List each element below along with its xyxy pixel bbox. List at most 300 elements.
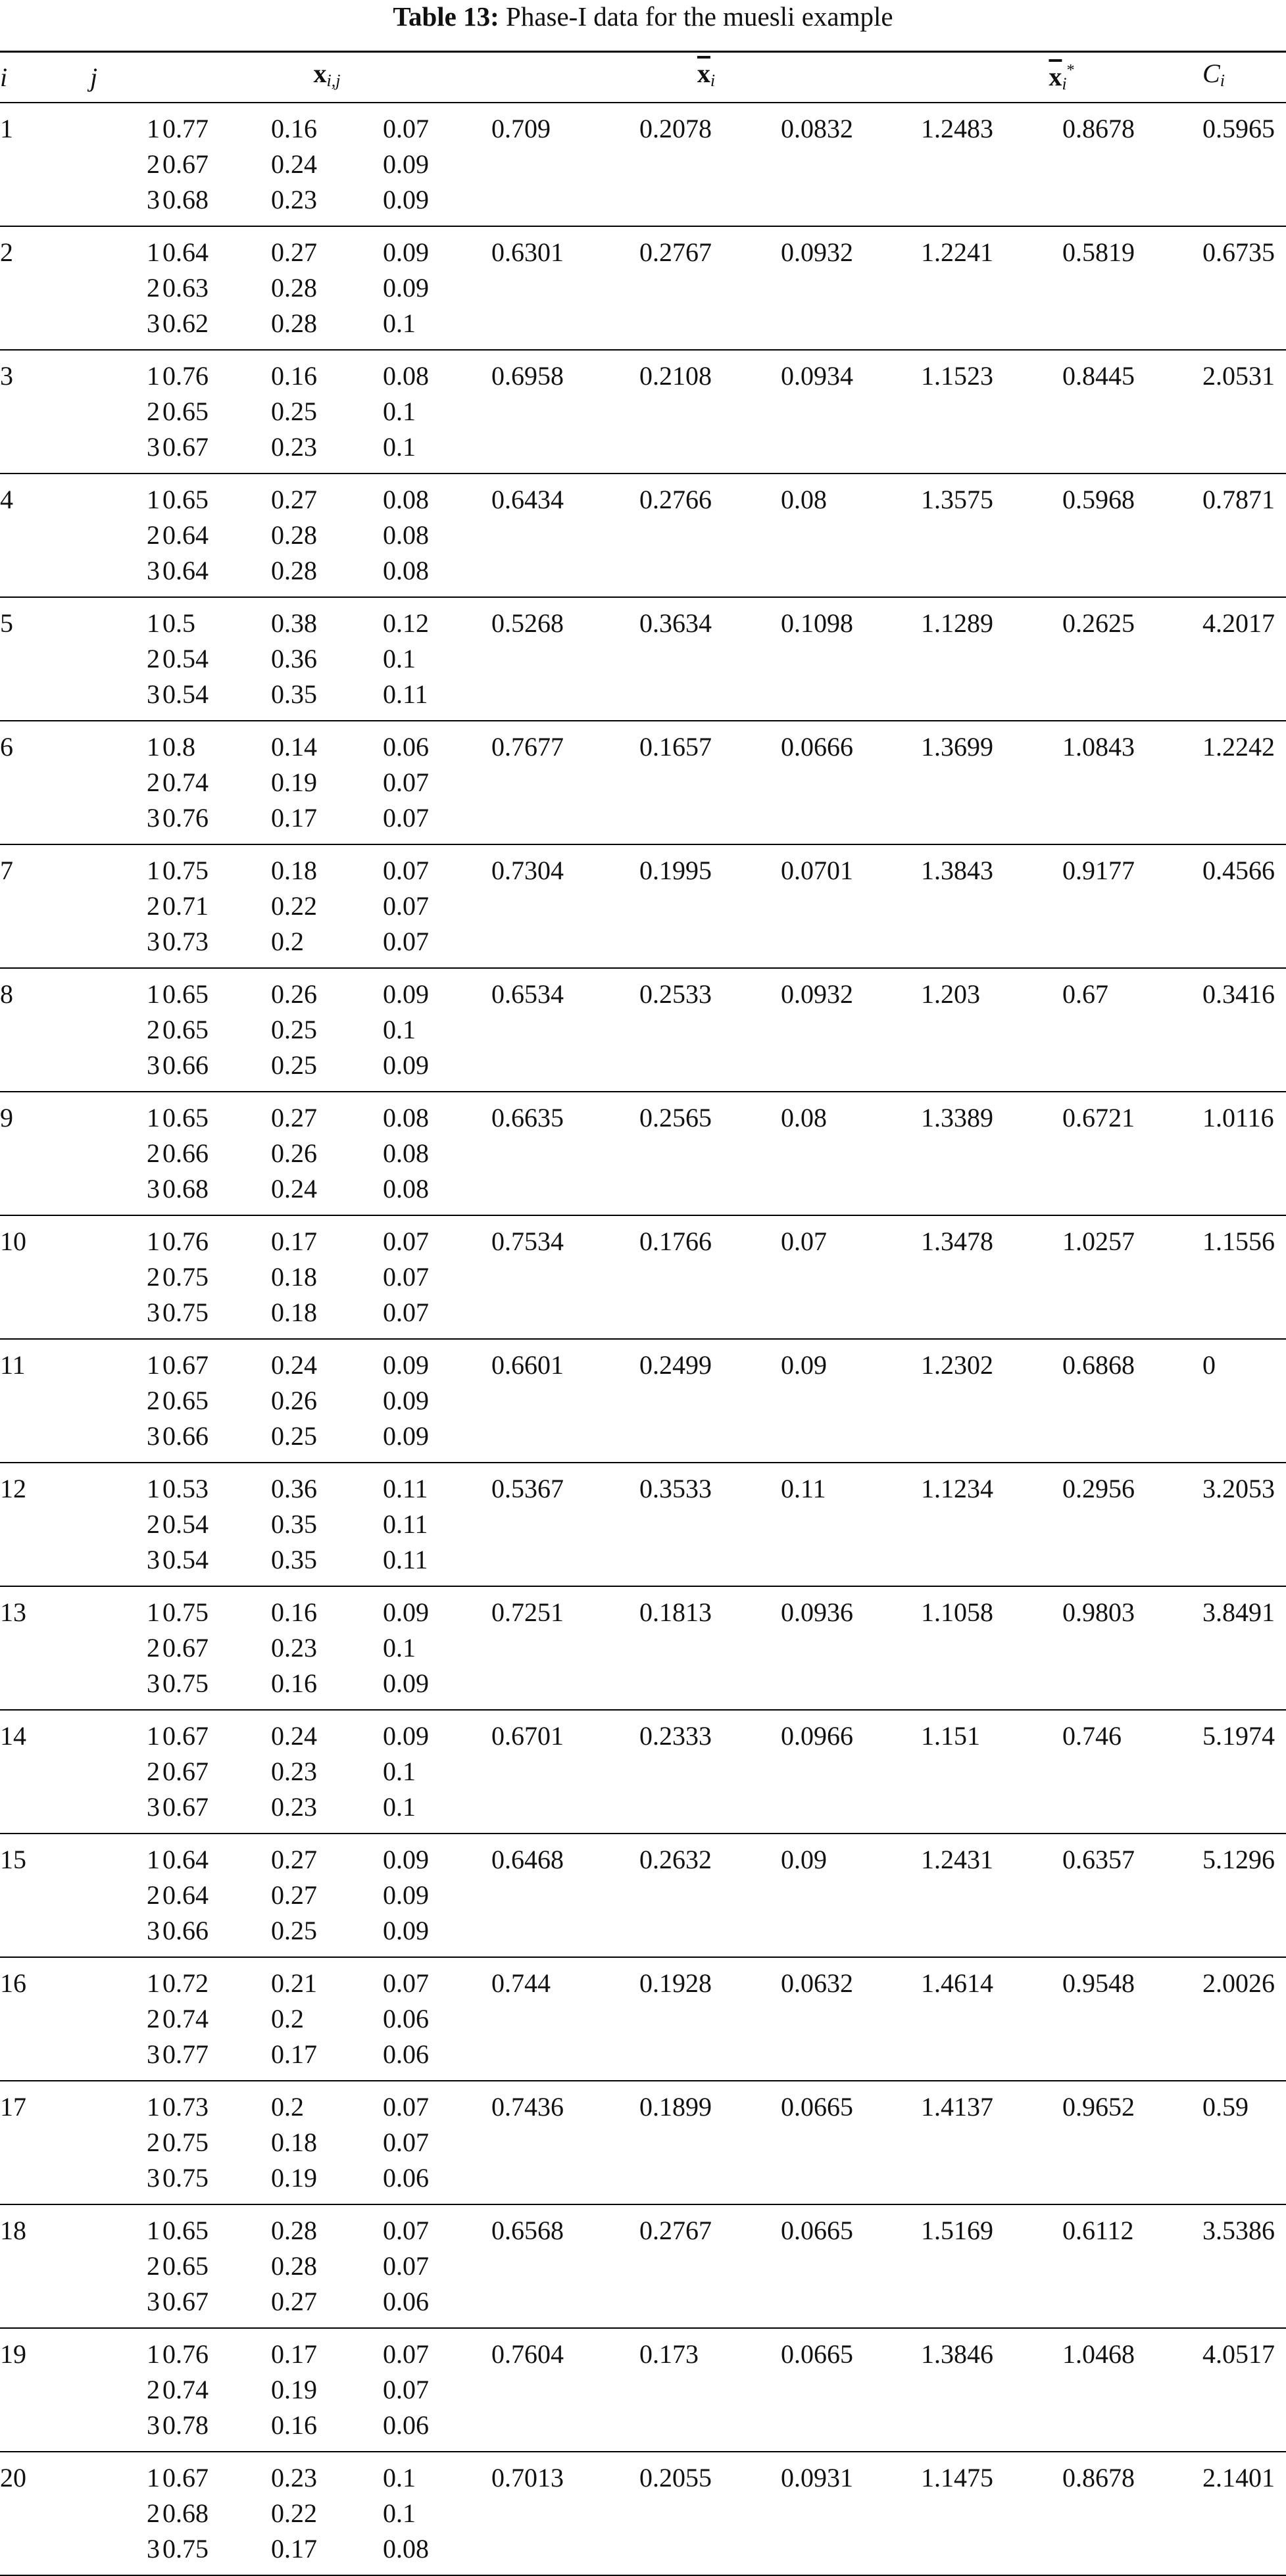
cell-x3: 0.07 [383, 856, 429, 885]
cell-xstar1: 1.2241 [921, 237, 994, 267]
table-row-group-2 [0, 226, 1286, 350]
cell-xstar2: 0.67 [1062, 979, 1109, 1009]
cell-x1: 0.75 [162, 1262, 209, 1292]
cell-j: 3 [147, 1421, 160, 1451]
cell-j: 3 [147, 1792, 160, 1822]
cell-xbar1: 0.7251 [491, 1597, 564, 1627]
cell-j: 1 [147, 856, 160, 885]
cell-xbar1: 0.6601 [491, 1350, 564, 1380]
cell-xstar1: 1.3478 [921, 1227, 994, 1256]
cell-x1: 0.73 [162, 2092, 209, 2122]
cell-xbar2: 0.2333 [639, 1721, 712, 1751]
cell-xbar1: 0.6468 [491, 1845, 564, 1874]
cell-x2: 0.19 [271, 767, 317, 797]
cell-x2: 0.18 [271, 2127, 317, 2157]
cell-c: 3.2053 [1202, 1474, 1275, 1503]
cell-xbar3: 0.11 [781, 1474, 826, 1503]
cell-xbar1: 0.6534 [491, 979, 564, 1009]
cell-x3: 0.09 [383, 149, 429, 179]
cell-xstar1: 1.1523 [921, 361, 994, 391]
table-row [0, 641, 1286, 677]
cell-x1: 0.64 [162, 1845, 209, 1874]
table-row [0, 1383, 1286, 1419]
table-row [0, 182, 1286, 226]
cell-xstar2: 0.6868 [1062, 1350, 1135, 1380]
cell-j: 2 [147, 1633, 160, 1663]
cell-x1: 0.66 [162, 1916, 209, 1945]
cell-xstar1: 1.1058 [921, 1597, 994, 1627]
cell-c: 0.5965 [1202, 114, 1275, 143]
cell-x1: 0.65 [162, 1103, 209, 1132]
cell-x2: 0.14 [271, 732, 317, 762]
cell-j: 2 [147, 767, 160, 797]
cell-x1: 0.66 [162, 1421, 209, 1451]
cell-x2: 0.28 [271, 2216, 317, 2245]
cell-x1: 0.65 [162, 485, 209, 514]
table-row [0, 2125, 1286, 2160]
cell-x3: 0.09 [383, 1668, 429, 1698]
cell-x1: 0.65 [162, 397, 209, 426]
cell-xbar2: 0.2565 [639, 1103, 712, 1132]
cell-x1: 0.54 [162, 679, 209, 709]
cell-x3: 0.06 [383, 2039, 429, 2069]
cell-x3: 0.08 [383, 1138, 429, 1168]
cell-xbar3: 0.0966 [781, 1721, 854, 1751]
table-row [0, 721, 1286, 765]
cell-j: 1 [147, 1968, 160, 1998]
cell-xbar3: 0.0666 [781, 732, 854, 762]
cell-xbar3: 0.07 [781, 1227, 828, 1256]
cell-xstar1: 1.2431 [921, 1845, 994, 1874]
cell-i: 13 [0, 1597, 26, 1627]
table-row [0, 2284, 1286, 2328]
cell-xbar3: 0.0665 [781, 2216, 854, 2245]
cell-x3: 0.12 [383, 608, 429, 638]
cell-x3: 0.08 [383, 2534, 429, 2564]
cell-x1: 0.75 [162, 856, 209, 885]
cell-j: 1 [147, 361, 160, 391]
table-row [0, 350, 1286, 394]
table-row [0, 2328, 1286, 2372]
table-row [0, 1630, 1286, 1666]
cell-x3: 0.07 [383, 927, 429, 956]
cell-xstar1: 1.3575 [921, 485, 994, 514]
table-row-group-13 [0, 1586, 1286, 1710]
cell-c: 1.1556 [1202, 1227, 1275, 1256]
cell-i: 12 [0, 1474, 26, 1503]
cell-j: 3 [147, 2287, 160, 2316]
cell-x1: 0.75 [162, 2127, 209, 2157]
cell-x1: 0.71 [162, 891, 209, 921]
cell-x3: 0.07 [383, 1298, 429, 1327]
cell-xbar1: 0.6568 [491, 2216, 564, 2245]
cell-i: 4 [0, 485, 13, 514]
cell-x2: 0.26 [271, 979, 317, 1009]
cell-xbar1: 0.7436 [491, 2092, 564, 2122]
table-row [0, 1295, 1286, 1339]
cell-x1: 0.65 [162, 2251, 209, 2281]
cell-j: 2 [147, 2251, 160, 2281]
cell-x1: 0.74 [162, 767, 209, 797]
table-row [0, 1215, 1286, 1259]
cell-x3: 0.1 [383, 1633, 416, 1663]
cell-x2: 0.16 [271, 1597, 317, 1627]
cell-x2: 0.27 [271, 1845, 317, 1874]
cell-j: 1 [147, 608, 160, 638]
cell-xstar2: 0.8678 [1062, 114, 1135, 143]
cell-j: 2 [147, 273, 160, 303]
cell-xbar3: 0.0931 [781, 2463, 854, 2492]
cell-x3: 0.06 [383, 2287, 429, 2316]
cell-xstar2: 0.746 [1062, 1721, 1122, 1751]
table-row-group-17 [0, 2081, 1286, 2204]
cell-j: 1 [147, 1474, 160, 1503]
cell-j: 3 [147, 679, 160, 709]
cell-x2: 0.28 [271, 520, 317, 550]
cell-x3: 0.1 [383, 644, 416, 673]
cell-xstar2: 0.2956 [1062, 1474, 1135, 1503]
cell-x2: 0.25 [271, 1421, 317, 1451]
cell-j: 1 [147, 1721, 160, 1751]
cell-x1: 0.77 [162, 114, 209, 143]
cell-x2: 0.19 [271, 2163, 317, 2193]
cell-xbar2: 0.1995 [639, 856, 712, 885]
cell-xstar1: 1.3699 [921, 732, 994, 762]
cell-x1: 0.67 [162, 1633, 209, 1663]
table-row [0, 429, 1286, 474]
table-row [0, 1666, 1286, 1710]
cell-xbar3: 0.09 [781, 1350, 828, 1380]
cell-xstar1: 1.4137 [921, 2092, 994, 2122]
cell-j: 2 [147, 1138, 160, 1168]
cell-j: 3 [147, 2410, 160, 2440]
header-x-ij: $x_{i,j}$ [313, 59, 341, 90]
cell-j: 3 [147, 803, 160, 833]
cell-x2: 0.25 [271, 1015, 317, 1044]
cell-xbar1: 0.6701 [491, 1721, 564, 1751]
cell-x2: 0.2 [271, 2092, 304, 2122]
cell-j: 1 [147, 732, 160, 762]
cell-x3: 0.07 [383, 1227, 429, 1256]
table-row [0, 1754, 1286, 1789]
cell-xbar1: 0.7013 [491, 2463, 564, 2492]
table-row-group-9 [0, 1092, 1286, 1215]
cell-j: 3 [147, 432, 160, 462]
cell-xstar1: 1.203 [921, 979, 981, 1009]
cell-j: 1 [147, 2463, 160, 2492]
cell-x1: 0.78 [162, 2410, 209, 2440]
cell-c: 5.1296 [1202, 1845, 1275, 1874]
cell-xstar2: 0.2625 [1062, 608, 1135, 638]
table-row [0, 924, 1286, 968]
cell-x2: 0.24 [271, 1174, 317, 1203]
cell-xstar2: 0.9177 [1062, 856, 1135, 885]
cell-xbar1: 0.5268 [491, 608, 564, 638]
cell-x1: 0.76 [162, 2339, 209, 2369]
cell-c: 4.0517 [1202, 2339, 1275, 2369]
cell-c: 3.8491 [1202, 1597, 1275, 1627]
cell-x2: 0.17 [271, 1227, 317, 1256]
phase-one-data-table [0, 51, 1286, 2576]
cell-x2: 0.28 [271, 2251, 317, 2281]
cell-x1: 0.76 [162, 803, 209, 833]
table-row [0, 1012, 1286, 1048]
cell-x3: 0.09 [383, 1421, 429, 1451]
table-caption-text: Phase-I data for the muesli example [506, 1, 893, 32]
cell-x2: 0.35 [271, 1545, 317, 1574]
cell-c: 1.0116 [1202, 1103, 1274, 1132]
cell-x1: 0.68 [162, 1174, 209, 1203]
cell-x1: 0.64 [162, 556, 209, 585]
cell-xbar3: 0.0665 [781, 2339, 854, 2369]
cell-j: 1 [147, 114, 160, 143]
cell-x1: 0.67 [162, 2463, 209, 2492]
cell-j: 3 [147, 2534, 160, 2564]
cell-xbar3: 0.0632 [781, 1968, 854, 1998]
cell-j: 1 [147, 2092, 160, 2122]
cell-j: 3 [147, 2039, 160, 2069]
cell-xbar3: 0.0832 [781, 114, 854, 143]
cell-j: 3 [147, 1545, 160, 1574]
cell-xbar1: 0.6635 [491, 1103, 564, 1132]
cell-i: 17 [0, 2092, 26, 2122]
table-row [0, 147, 1286, 182]
cell-j: 2 [147, 149, 160, 179]
cell-x3: 0.09 [383, 1386, 429, 1415]
cell-x3: 0.07 [383, 2251, 429, 2281]
cell-x1: 0.73 [162, 927, 209, 956]
cell-j: 2 [147, 2498, 160, 2528]
cell-xbar1: 0.6301 [491, 237, 564, 267]
table-header [0, 52, 1286, 103]
cell-xbar2: 0.2767 [639, 237, 712, 267]
cell-x2: 0.23 [271, 1757, 317, 1786]
table-row [0, 103, 1286, 147]
cell-x3: 0.06 [383, 2410, 429, 2440]
cell-xbar3: 0.0936 [781, 1597, 854, 1627]
cell-x1: 0.67 [162, 149, 209, 179]
cell-x1: 0.65 [162, 979, 209, 1009]
table-row [0, 2372, 1286, 2408]
table-row-group-5 [0, 597, 1286, 721]
cell-x3: 0.06 [383, 732, 429, 762]
cell-x2: 0.35 [271, 1509, 317, 1539]
cell-xbar3: 0.0932 [781, 979, 854, 1009]
cell-j: 3 [147, 308, 160, 338]
cell-j: 2 [147, 2375, 160, 2404]
table-row [0, 2037, 1286, 2081]
cell-x3: 0.11 [383, 679, 428, 709]
cell-j: 1 [147, 1597, 160, 1627]
cell-j: 1 [147, 485, 160, 514]
cell-x1: 0.64 [162, 237, 209, 267]
cell-j: 1 [147, 1350, 160, 1380]
cell-xbar1: 0.6958 [491, 361, 564, 391]
table-row [0, 2452, 1286, 2496]
header-c-i: $C_i$ [1202, 59, 1225, 90]
cell-x3: 0.1 [383, 397, 416, 426]
cell-x3: 0.06 [383, 2163, 429, 2193]
cell-c: 1.2242 [1202, 732, 1275, 762]
cell-x1: 0.64 [162, 1880, 209, 1910]
cell-x3: 0.09 [383, 273, 429, 303]
cell-i: 8 [0, 979, 13, 1009]
cell-i: 5 [0, 608, 13, 638]
cell-x3: 0.1 [383, 1792, 416, 1822]
table-row-group-3 [0, 350, 1286, 474]
cell-x2: 0.36 [271, 644, 317, 673]
header-xbar-star-i: $\overline{x}_i^*$ [1049, 62, 1075, 93]
cell-x1: 0.54 [162, 644, 209, 673]
cell-j: 1 [147, 1227, 160, 1256]
table-row [0, 2001, 1286, 2037]
cell-xstar2: 1.0843 [1062, 732, 1135, 762]
cell-xbar3: 0.0932 [781, 237, 854, 267]
cell-xstar2: 0.6721 [1062, 1103, 1135, 1132]
cell-x2: 0.27 [271, 1880, 317, 1910]
cell-x3: 0.09 [383, 1350, 429, 1380]
table-row-group-16 [0, 1957, 1286, 2081]
cell-xstar1: 1.1475 [921, 2463, 994, 2492]
table-row [0, 844, 1286, 888]
cell-i: 18 [0, 2216, 26, 2245]
cell-x2: 0.17 [271, 2534, 317, 2564]
cell-xbar2: 0.2499 [639, 1350, 712, 1380]
cell-j: 1 [147, 1103, 160, 1132]
table-row-group-11 [0, 1339, 1286, 1463]
cell-x3: 0.08 [383, 520, 429, 550]
cell-xstar1: 1.4614 [921, 1968, 994, 1998]
cell-x1: 0.77 [162, 2039, 209, 2069]
cell-xstar1: 1.3389 [921, 1103, 994, 1132]
cell-x1: 0.63 [162, 273, 209, 303]
table-row-group-8 [0, 968, 1286, 1092]
cell-x1: 0.68 [162, 185, 209, 214]
cell-j: 2 [147, 397, 160, 426]
cell-x3: 0.08 [383, 485, 429, 514]
table-row [0, 394, 1286, 429]
cell-j: 3 [147, 1668, 160, 1698]
cell-x3: 0.09 [383, 1597, 429, 1627]
cell-x2: 0.23 [271, 432, 317, 462]
cell-x1: 0.75 [162, 2163, 209, 2193]
cell-x3: 0.09 [383, 237, 429, 267]
cell-xstar2: 0.5819 [1062, 237, 1135, 267]
cell-i: 16 [0, 1968, 26, 1998]
table-row [0, 2248, 1286, 2284]
cell-i: 19 [0, 2339, 26, 2369]
cell-xbar3: 0.09 [781, 1845, 828, 1874]
cell-x2: 0.27 [271, 237, 317, 267]
cell-x2: 0.24 [271, 1721, 317, 1751]
cell-x2: 0.18 [271, 1298, 317, 1327]
cell-x3: 0.1 [383, 432, 416, 462]
cell-c: 0.3416 [1202, 979, 1275, 1009]
table-row [0, 518, 1286, 553]
cell-xbar3: 0.08 [781, 485, 828, 514]
cell-j: 2 [147, 1386, 160, 1415]
cell-xstar2: 0.9548 [1062, 1968, 1135, 1998]
cell-x3: 0.08 [383, 1174, 429, 1203]
cell-j: 1 [147, 979, 160, 1009]
header-xbar-i: $\overline{x}_i$ [697, 59, 716, 90]
cell-x1: 0.65 [162, 1386, 209, 1415]
table-row [0, 2204, 1286, 2248]
cell-j: 1 [147, 2339, 160, 2369]
cell-c: 0.59 [1202, 2092, 1249, 2122]
cell-c: 0.4566 [1202, 856, 1275, 885]
cell-x3: 0.09 [383, 1721, 429, 1751]
cell-x2: 0.18 [271, 856, 317, 885]
cell-j: 3 [147, 927, 160, 956]
cell-xstar1: 1.2483 [921, 114, 994, 143]
table-row [0, 765, 1286, 800]
table-row [0, 597, 1286, 641]
table-row [0, 1463, 1286, 1507]
cell-x3: 0.07 [383, 767, 429, 797]
cell-x2: 0.2 [271, 927, 304, 956]
cell-x2: 0.25 [271, 1050, 317, 1080]
cell-j: 3 [147, 2163, 160, 2193]
table-row-group-12 [0, 1463, 1286, 1586]
cell-j: 2 [147, 520, 160, 550]
cell-xbar3: 0.1098 [781, 608, 854, 638]
cell-xstar1: 1.3846 [921, 2339, 994, 2369]
cell-x2: 0.24 [271, 149, 317, 179]
cell-x2: 0.23 [271, 1792, 317, 1822]
cell-j: 2 [147, 1757, 160, 1786]
cell-x2: 0.28 [271, 556, 317, 585]
cell-x2: 0.26 [271, 1138, 317, 1168]
cell-xbar1: 0.7604 [491, 2339, 564, 2369]
cell-xstar1: 1.5169 [921, 2216, 994, 2245]
cell-x1: 0.72 [162, 1968, 209, 1998]
cell-x1: 0.67 [162, 1350, 209, 1380]
cell-x2: 0.22 [271, 891, 317, 921]
cell-xbar1: 0.5367 [491, 1474, 564, 1503]
cell-i: 7 [0, 856, 13, 885]
cell-xbar1: 0.7304 [491, 856, 564, 885]
table-row [0, 270, 1286, 306]
cell-x2: 0.25 [271, 1916, 317, 1945]
cell-x1: 0.53 [162, 1474, 209, 1503]
cell-xstar1: 1.3843 [921, 856, 994, 885]
cell-xbar1: 0.7677 [491, 732, 564, 762]
table-row-group-18 [0, 2204, 1286, 2328]
table-row [0, 553, 1286, 597]
cell-x1: 0.74 [162, 2375, 209, 2404]
cell-x3: 0.08 [383, 361, 429, 391]
cell-i: 20 [0, 2463, 26, 2492]
cell-x1: 0.75 [162, 2534, 209, 2564]
cell-x3: 0.07 [383, 1262, 429, 1292]
cell-x3: 0.07 [383, 1968, 429, 1998]
cell-c: 2.1401 [1202, 2463, 1275, 2492]
cell-xbar3: 0.0665 [781, 2092, 854, 2122]
cell-xstar1: 1.2302 [921, 1350, 994, 1380]
table-row [0, 1092, 1286, 1136]
cell-j: 2 [147, 1509, 160, 1539]
cell-xstar2: 0.6112 [1062, 2216, 1134, 2245]
table-row [0, 1878, 1286, 1913]
cell-xbar3: 0.08 [781, 1103, 828, 1132]
cell-xstar2: 0.9803 [1062, 1597, 1135, 1627]
table-row [0, 1259, 1286, 1295]
cell-x1: 0.64 [162, 520, 209, 550]
cell-x2: 0.17 [271, 803, 317, 833]
cell-x3: 0.07 [383, 2127, 429, 2157]
cell-c: 0.7871 [1202, 485, 1275, 514]
